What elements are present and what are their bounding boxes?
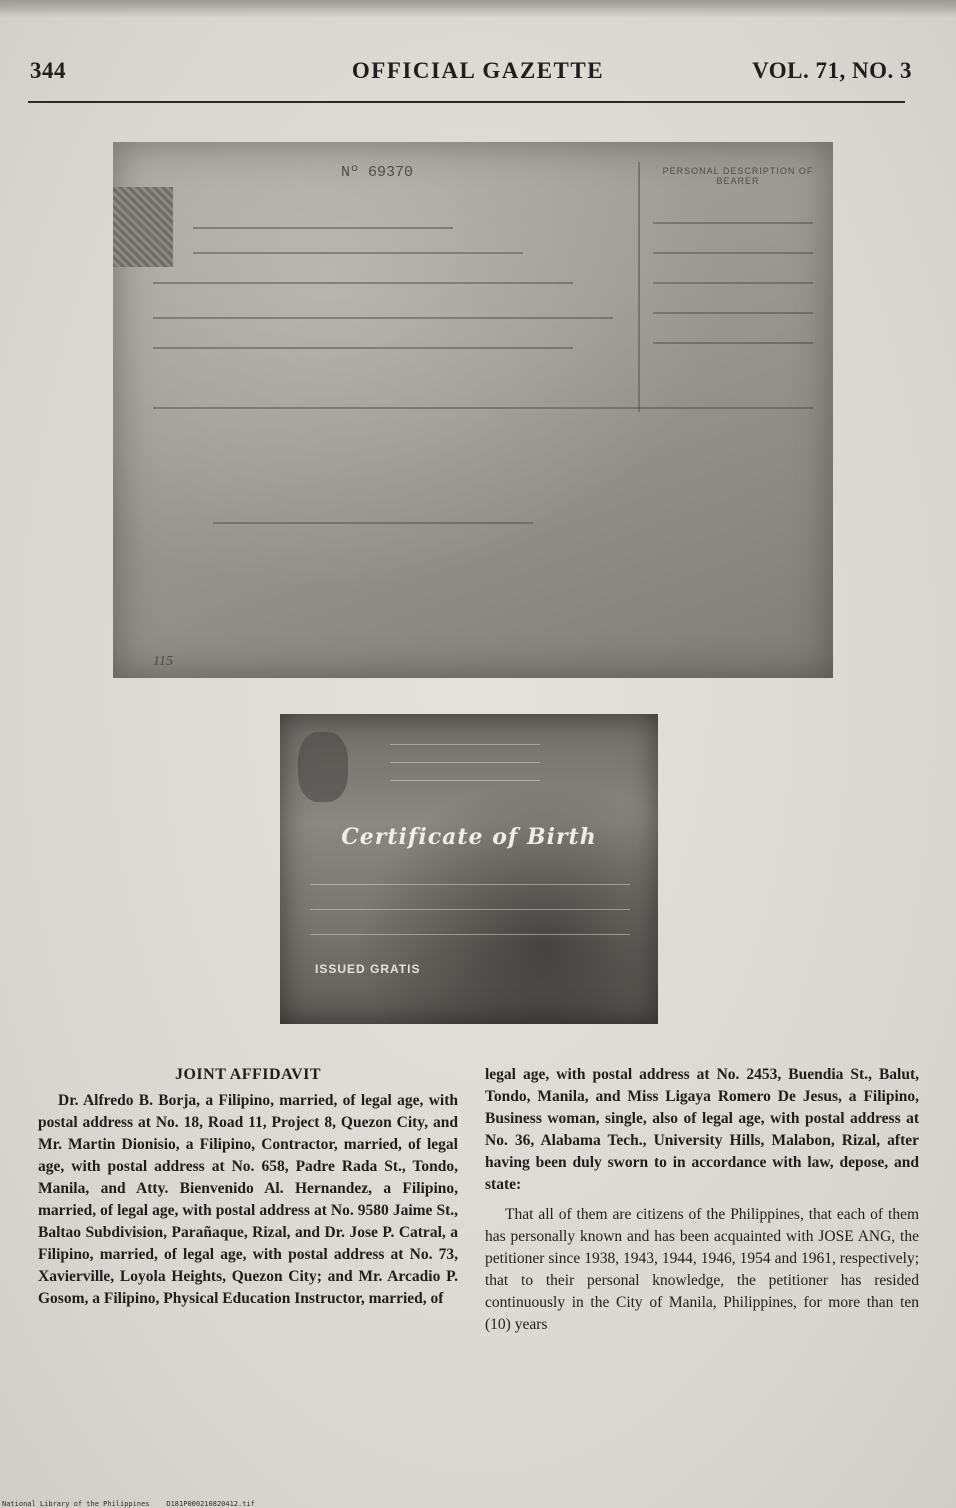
form-divider xyxy=(638,162,640,412)
form-line xyxy=(153,317,613,319)
affidavit-paragraph: Dr. Alfredo B. Borja, a Filipino, married, of legal age, with postal address at No. 18, Road 11, Project 8, Quezon City, and Mr. Martin Dionisio, a Filipino, Contractor, married, of legal age, with postal address at No. 658, Padre Rada St., Tondo, Manila, and Atty. Bienvenido Al. Hernandez, a Filipino, married, of legal age, with postal address at No. 9580 Jaime St., Baltao Subdivision, Parañaque, Rizal, and Dr. Jose P. Catral, a Filipino, married, of legal age, with postal address at No. 73, Xavierville, Loyola Heights, Quezon City; and Mr. Arcadio P. Gosom, a Filipino, Physical Education Instructor, married, of xyxy=(38,1092,458,1307)
form-line xyxy=(193,227,453,229)
affidavit-paragraph: legal age, with postal address at No. 2453, Buendia St., Balut, Tondo, Manila, and Miss Ligaya Romero De Jesus, a Filipino, Business woman, single, also of legal age, with postal address at No. 36, Alabama Tech., University Hills, Malabon, Rizal, after having been duly sworn to in accordance with law, depose, and state: xyxy=(485,1066,919,1193)
file-label: D181P000210820412.tif xyxy=(166,1500,255,1508)
affidavit-title: JOINT AFFIDAVIT xyxy=(174,1066,322,1083)
print-line xyxy=(310,909,630,910)
form-line xyxy=(213,522,533,524)
form-line xyxy=(653,312,813,314)
page-number: 344 xyxy=(30,58,66,83)
scan-footer xyxy=(2,1500,255,1508)
volume-number: VOL. 71, NO. 3 xyxy=(752,58,912,83)
seal-icon xyxy=(298,732,348,802)
form-line xyxy=(653,282,813,284)
print-line xyxy=(310,934,630,935)
scan-edge-shadow xyxy=(0,0,956,18)
issued-label: ISSUED GRATIS xyxy=(315,962,421,976)
stamp-mark xyxy=(113,187,173,267)
print-line xyxy=(390,744,540,745)
certificate-number: Nº 69370 xyxy=(341,164,414,181)
left-column xyxy=(38,1064,458,1310)
form-line xyxy=(153,347,573,349)
form-line xyxy=(653,222,813,224)
handwritten-note: 115 xyxy=(153,654,173,669)
birth-certificate-photo xyxy=(280,714,658,1024)
right-column xyxy=(485,1064,919,1344)
form-line xyxy=(653,342,813,344)
print-line xyxy=(390,780,540,781)
form-line xyxy=(653,252,813,254)
print-line xyxy=(390,762,540,763)
form-line xyxy=(193,252,523,254)
affidavit-paragraph: That all of them are citizens of the Philippines, that each of them has personally known and has been acquainted with JOSE ANG, the petitioner since 1938, 1943, 1944, 1946, 1954 and 1961, respectively; that to their personal knowledge, the petitioner has resided continuously in the City of Manila, Philippines, for more than ten (10) years xyxy=(485,1206,919,1333)
residence-certificate-photo xyxy=(113,142,833,678)
form-line xyxy=(153,282,573,284)
form-line xyxy=(153,407,813,409)
certificate-title: Certificate of Birth xyxy=(341,824,597,850)
publication-title: OFFICIAL GAZETTE xyxy=(351,58,605,83)
source-label: National Library of the Philippines xyxy=(2,1500,150,1508)
print-line xyxy=(310,884,630,885)
personal-description-heading: PERSONAL DESCRIPTION OF BEARER xyxy=(662,166,814,186)
header-rule xyxy=(28,101,905,103)
